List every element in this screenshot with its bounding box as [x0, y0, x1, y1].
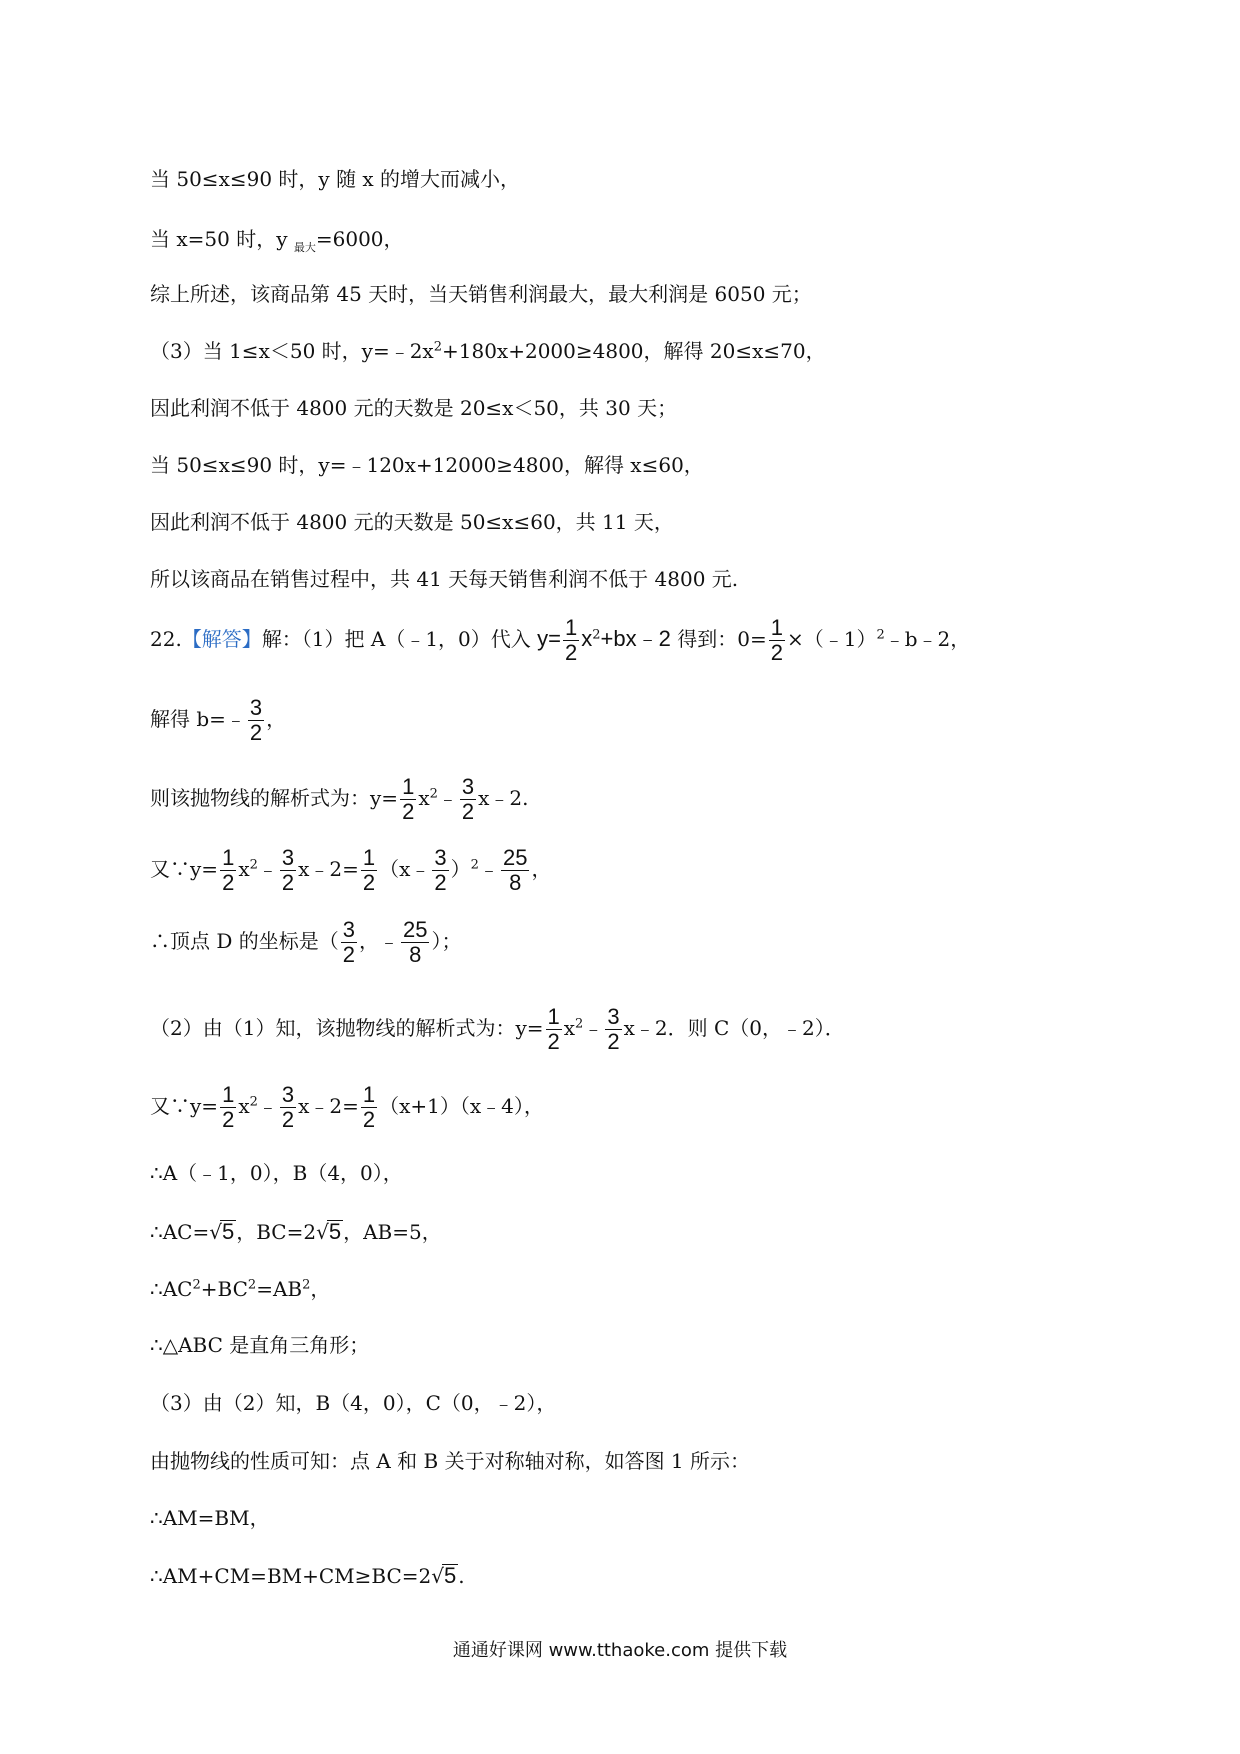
subscript: 最大 — [293, 241, 316, 254]
math: （x+1）（x﹣4）， — [379, 1094, 544, 1118]
fraction: $\frac{1}{2}$ — [222, 845, 235, 895]
fraction: $\frac{1}{2}$ — [565, 615, 578, 665]
math: （x﹣ — [379, 857, 431, 881]
math: x﹣2= — [298, 857, 359, 881]
math: x﹣2= — [298, 1094, 359, 1118]
lengths-line — [150, 1219, 442, 1245]
solve-b-line — [150, 696, 286, 745]
sqrt-radicand: 5 — [221, 1219, 235, 1244]
sqrt-radicand: 5 — [444, 1563, 457, 1588]
sqrt-sign: √ — [316, 1220, 329, 1244]
am-bm-line: ∴AM=BM， — [150, 1506, 270, 1530]
text: ）； — [431, 929, 462, 953]
text: 又∵y= — [150, 1094, 219, 1118]
text: ∴顶点 D 的坐标是（ — [150, 929, 339, 953]
text: =6000， — [315, 227, 404, 251]
text: . — [458, 1564, 465, 1588]
part3-line: （3）由（2）知，B（4，0），C（0，﹣2）， — [150, 1391, 557, 1415]
text: ，AB=5， — [343, 1220, 442, 1244]
line-range-50-90: 当 50≤x≤90 时，y=﹣120x+12000≥4800，解得 x≤60， — [150, 453, 704, 477]
math: x — [238, 857, 250, 881]
text: （2）由（1）知，该抛物线的解析式为：y= — [150, 1016, 544, 1040]
superscript: 2 — [192, 1277, 201, 1293]
line-max-at-50 — [150, 226, 404, 252]
part2-line — [150, 1005, 845, 1054]
vertex-form-line — [150, 846, 551, 895]
text: 当 x=50 时，y — [150, 227, 294, 251]
superscript: 2 — [876, 627, 885, 643]
superscript: 2 — [575, 1016, 584, 1032]
sqrt-sign: √ — [431, 1564, 445, 1588]
text: x﹣2．则 C（0，﹣2）． — [623, 1016, 845, 1040]
text: 则该抛物线的解析式为：y= — [150, 786, 399, 810]
superscript: 2 — [302, 1277, 311, 1293]
math: x — [238, 1094, 250, 1118]
vertex-line — [150, 918, 461, 967]
fraction: $\frac{3}{2}$ — [249, 695, 263, 745]
fraction: $\frac{25}{8}$ — [403, 917, 428, 967]
right-triangle-line: ∴△ABC 是直角三角形； — [150, 1333, 370, 1357]
line-decreasing: 当 50≤x≤90 时，y 随 x 的增大而减小， — [150, 167, 521, 191]
question-number: 22. — [150, 627, 182, 651]
text: ∴AC= — [150, 1220, 210, 1244]
sqrt-radicand: 5 — [328, 1219, 342, 1244]
fraction: $\frac{3}{2}$ — [281, 845, 295, 895]
text: ，BC=2 — [236, 1220, 317, 1244]
line-total-41: 所以该商品在销售过程中，共 41 天每天销售利润不低于 4800 元. — [150, 567, 739, 591]
math: ﹣ — [583, 1016, 604, 1040]
math: +bx﹣2 — [600, 626, 671, 651]
math: y= — [537, 626, 562, 651]
text: ， — [266, 707, 287, 731]
math: x — [563, 1016, 576, 1040]
text: ∴AM+CM=BM+CM≥BC=2 — [150, 1564, 432, 1588]
final-line — [150, 1563, 465, 1589]
parse-line — [150, 775, 529, 824]
fraction: $\frac{1}{2}$ — [770, 615, 783, 665]
math: x — [418, 786, 430, 810]
fraction: $\frac{1}{2}$ — [362, 845, 376, 895]
superscript: 2 — [470, 857, 479, 873]
line-summary: 综上所述，该商品第 45 天时，当天销售利润最大，最大利润是 6050 元； — [150, 282, 812, 306]
pythagoras-line — [150, 1276, 330, 1302]
q22-line — [150, 616, 970, 665]
math: ﹣ — [257, 857, 278, 881]
text: （3）当 1≤x＜50 时，y=﹣2x — [150, 339, 434, 363]
math: x﹣2. — [478, 786, 529, 810]
text: +BC — [200, 1277, 248, 1301]
fraction: $\frac{3}{2}$ — [434, 845, 447, 895]
fraction: $\frac{3}{2}$ — [342, 917, 355, 967]
text: 解：（1）把 A（﹣1，0）代入 — [261, 627, 531, 651]
superscript: 2 — [592, 627, 601, 643]
superscript: 2 — [249, 857, 258, 873]
factor-line — [150, 1083, 544, 1132]
text: ∴AC — [150, 1277, 193, 1301]
fraction: $\frac{3}{2}$ — [281, 1082, 295, 1132]
text: 解得 b=﹣ — [150, 707, 246, 731]
math: x — [581, 626, 593, 651]
math: ﹣ — [437, 786, 458, 810]
fraction: $\frac{3}{2}$ — [607, 1004, 620, 1054]
text: 又∵y= — [150, 857, 219, 881]
line-days-30: 因此利润不低于 4800 元的天数是 20≤x＜50，共 30 天； — [150, 396, 678, 420]
text: ﹣b﹣2， — [884, 627, 971, 651]
symmetry-line: 由抛物线的性质可知：点 A 和 B 关于对称轴对称，如答图 1 所示： — [150, 1449, 751, 1473]
text: ， — [310, 1277, 331, 1301]
math: ， — [531, 857, 552, 881]
math: ﹣ — [257, 1094, 278, 1118]
fraction: $\frac{1}{2}$ — [402, 774, 415, 824]
text: 得到：0= — [677, 627, 767, 651]
fraction: $\frac{25}{8}$ — [502, 845, 528, 895]
superscript: 2 — [247, 1277, 257, 1293]
footer-credit: 通通好课网 www.tthaoke.com 提供下载 — [452, 1640, 788, 1661]
fraction: $\frac{3}{2}$ — [461, 774, 475, 824]
text: ×（﹣1） — [786, 627, 877, 651]
math: ） — [450, 857, 471, 881]
ab-points-line: ∴A（﹣1，0），B（4，0）， — [150, 1161, 403, 1185]
text: +180x+2000≥4800，解得 20≤x≤70， — [442, 339, 826, 363]
fraction: $\frac{1}{2}$ — [547, 1004, 560, 1054]
line-days-11: 因此利润不低于 4800 元的天数是 50≤x≤60，共 11 天， — [150, 510, 674, 534]
math: ，﹣ — [359, 929, 399, 953]
sqrt-sign: √ — [209, 1220, 222, 1244]
math: ﹣ — [478, 857, 499, 881]
text: =AB — [256, 1277, 303, 1301]
fraction: $\frac{1}{2}$ — [222, 1082, 235, 1132]
superscript: 2 — [429, 786, 438, 802]
superscript: 2 — [249, 1094, 258, 1110]
fraction: $\frac{1}{2}$ — [362, 1082, 376, 1132]
line-part3 — [150, 338, 826, 364]
superscript: 2 — [433, 339, 442, 355]
answer-tag: 【解答】 — [181, 627, 262, 651]
